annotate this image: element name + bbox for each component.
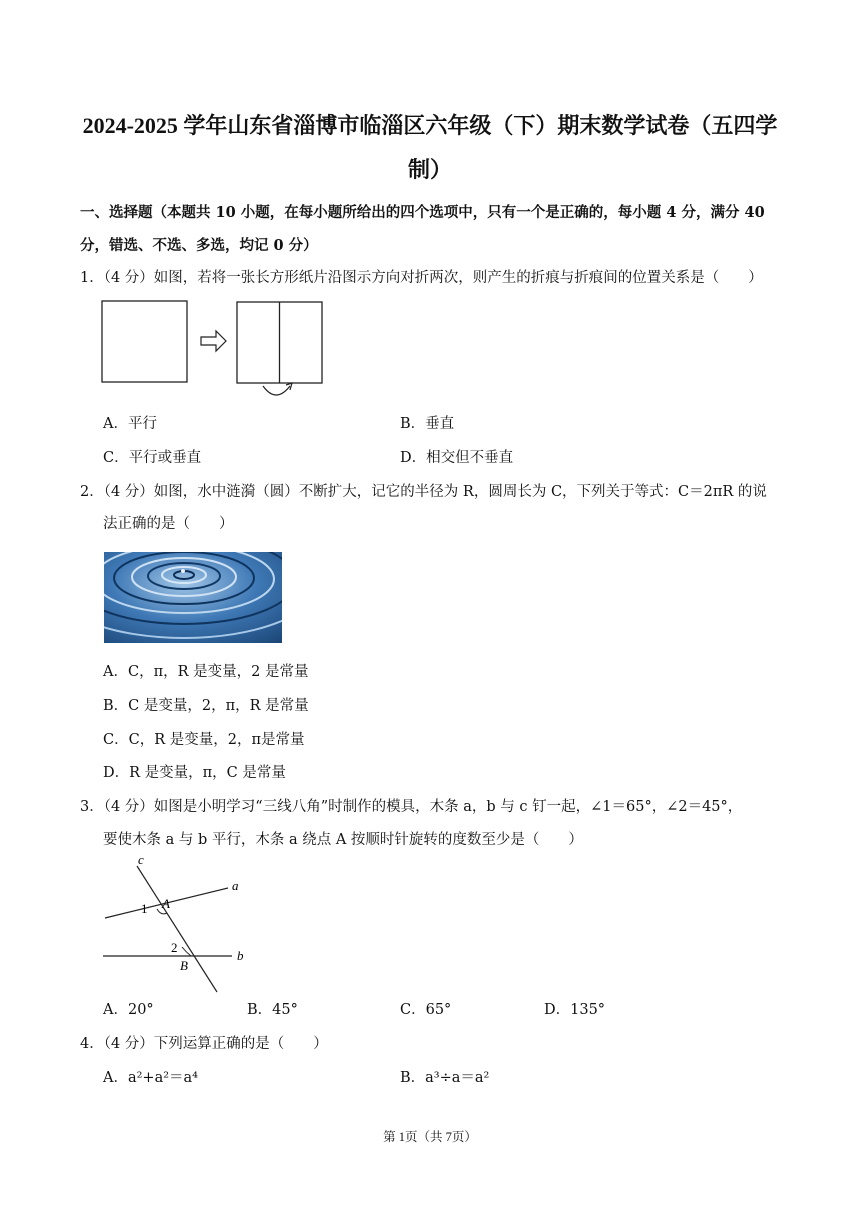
- line-c: [137, 866, 217, 992]
- page-footer: 第 1页（共 7页）: [383, 1130, 477, 1144]
- question-3-option-d: D．135°: [544, 1002, 606, 1018]
- question-1-option-a: A．平行: [103, 416, 157, 432]
- question-2-stem-line-1: 2．（4 分）如图，水中涟漪（圆）不断扩大，记它的半径为 R，圆周长为 C，下列关于等式：C＝2πR 的说: [80, 484, 767, 500]
- question-3-option-c: C．65°: [400, 1002, 452, 1018]
- fold-direction-arrow-icon: [263, 386, 290, 395]
- title-line-1: 2024-2025 学年山东省淄博市临淄区六年级（下）期末数学试卷（五四学: [82, 113, 778, 138]
- question-2-stem-line-2: 法正确的是（ ）: [103, 516, 234, 532]
- label-point-b: B: [180, 958, 188, 973]
- page-title: [80, 104, 780, 192]
- question-4-stem: 4．（4 分）下列运算正确的是（ ）: [80, 1036, 328, 1052]
- question-4-option-a: A．a²+a²＝a⁴: [103, 1070, 198, 1086]
- label-c: c: [138, 852, 144, 867]
- question-3-option-b: B．45°: [247, 1002, 298, 1018]
- question-1-figure: [100, 298, 328, 402]
- question-3-figure: [100, 852, 255, 997]
- section-heading: [80, 196, 780, 262]
- question-1-option-b: B．垂直: [400, 416, 455, 432]
- section-heading-line-2: 分，错选、不选、多选，均记 0 分）: [80, 237, 318, 254]
- label-angle-2: 2: [171, 940, 178, 955]
- title-line-2: 制）: [407, 157, 452, 182]
- arrow-right-icon: [201, 331, 226, 351]
- question-3-option-a: A．20°: [103, 1002, 154, 1018]
- question-2-option-a: A．C，π，R 是变量，2 是常量: [103, 664, 309, 680]
- label-point-a: A: [162, 896, 170, 911]
- question-2-option-c: C．C，R 是变量，2，π是常量: [103, 732, 305, 748]
- label-b: b: [237, 948, 244, 963]
- question-3-stem-line-2: 要使木条 a 与 b 平行，木条 a 绕点 A 按顺时针旋转的度数至少是（ ）: [103, 832, 583, 848]
- water-ripple-image: [104, 552, 282, 643]
- label-a: a: [232, 878, 239, 893]
- question-4-option-b: B．a³÷a＝a²: [400, 1070, 490, 1086]
- section-heading-line-1: 一、选择题（本题共 10 小题，在每小题所给出的四个选项中，只有一个是正确的，每小题 4 分，满分 40: [80, 204, 765, 221]
- question-2-option-b: B．C 是变量，2，π，R 是常量: [103, 698, 309, 714]
- paper-unfolded: [102, 301, 187, 382]
- question-1-option-c: C．平行或垂直: [103, 450, 202, 466]
- question-1-option-d: D．相交但不垂直: [400, 450, 514, 466]
- label-angle-1: 1: [141, 901, 148, 916]
- question-3-stem-line-1: 3．（4 分）如图是小明学习“三线八角”时制作的模具，木条 a，b 与 c 钉一起，∠1＝65°，∠2＝45°，: [80, 799, 743, 815]
- question-1-stem: 1．（4 分）如图，若将一张长方形纸片沿图示方向对折两次，则产生的折痕与折痕间的位置关系是（ ）: [80, 270, 763, 286]
- question-2-option-d: D．R 是变量，π，C 是常量: [103, 765, 286, 781]
